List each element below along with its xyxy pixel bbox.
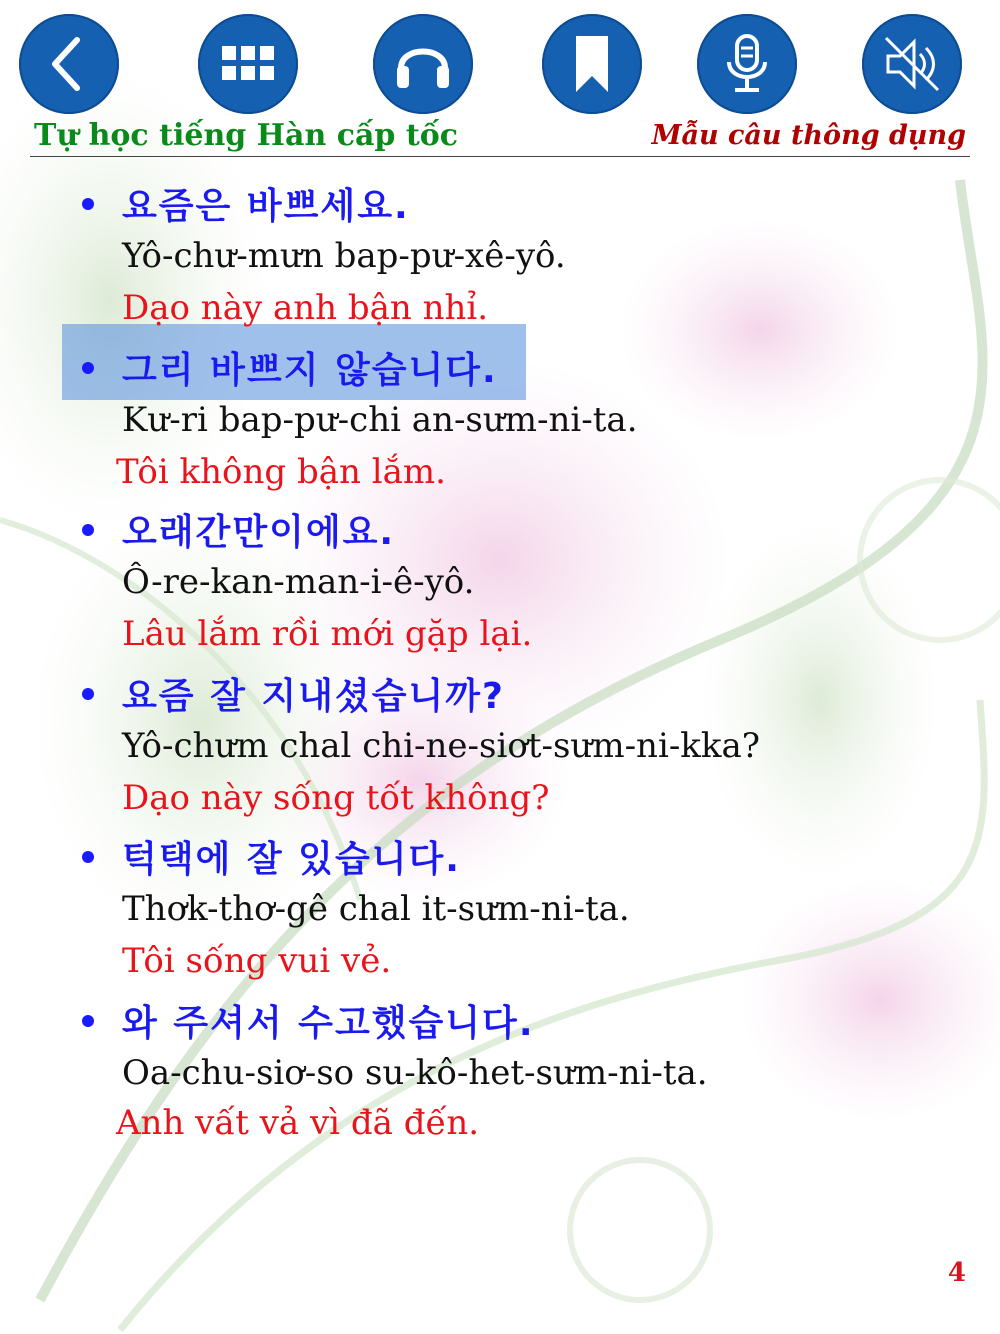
bullet-icon — [82, 851, 94, 863]
romanization: Thơk-thơ-gê chal it-sưm-ni-ta. — [122, 889, 630, 929]
vietnamese-meaning: Anh vất vả vì đã đến. — [116, 1103, 480, 1143]
bullet-icon — [82, 198, 94, 210]
bookmark-icon — [560, 32, 624, 96]
bullet-icon — [82, 1015, 94, 1027]
bullet-icon — [82, 362, 94, 374]
romanization: Yô-chư-mưn bap-pư-xê-yô. — [122, 236, 566, 276]
microphone-icon — [715, 32, 779, 96]
korean-sentence[interactable]: 요즘 잘 지내셨습니까? — [122, 676, 505, 717]
bullet-icon — [82, 524, 94, 536]
section-title: Mẫu câu thông dụng — [651, 120, 966, 151]
korean-sentence[interactable]: 그리 바쁘지 않습니다. — [122, 350, 498, 391]
grid-icon — [216, 32, 280, 96]
romanization: Yô-chưm chal chi-ne-siơt-sưm-ni-kka? — [122, 726, 761, 766]
back-button[interactable] — [19, 14, 119, 114]
vietnamese-meaning: Tôi không bận lắm. — [116, 452, 446, 492]
romanization: Oa-chu-siơ-so su-kô-het-sưm-ni-ta. — [122, 1053, 708, 1093]
vietnamese-meaning: Dạo này sống tốt không? — [122, 778, 550, 818]
korean-sentence[interactable]: 오래간만이에요. — [122, 512, 396, 553]
audio-button[interactable] — [373, 14, 473, 114]
headphones-icon — [391, 32, 455, 96]
vietnamese-meaning: Lâu lắm rồi mới gặp lại. — [122, 614, 533, 654]
romanization: Kư-ri bap-pư-chi an-sưm-ni-ta. — [122, 400, 638, 440]
bullet-icon — [82, 688, 94, 700]
vietnamese-meaning: Tôi sống vui vẻ. — [122, 941, 392, 981]
chevron-left-icon — [37, 32, 101, 96]
bookmark-button[interactable] — [542, 14, 642, 114]
korean-sentence[interactable]: 와 주셔서 수고했습니다. — [122, 1003, 535, 1044]
header-divider — [30, 156, 970, 157]
vietnamese-meaning: Dạo này anh bận nhỉ. — [122, 288, 489, 328]
korean-sentence[interactable]: 요즘은 바쁘세요. — [122, 186, 410, 227]
korean-sentence[interactable]: 턱택에 잘 있습니다. — [122, 839, 461, 880]
book-title: Tự học tiếng Hàn cấp tốc — [34, 118, 458, 153]
page-number: 4 — [947, 1258, 966, 1288]
mute-button[interactable] — [862, 14, 962, 114]
romanization: Ô-re-kan-man-i-ê-yô. — [122, 562, 475, 602]
record-button[interactable] — [697, 14, 797, 114]
speaker-muted-icon — [880, 32, 944, 96]
menu-button[interactable] — [198, 14, 298, 114]
